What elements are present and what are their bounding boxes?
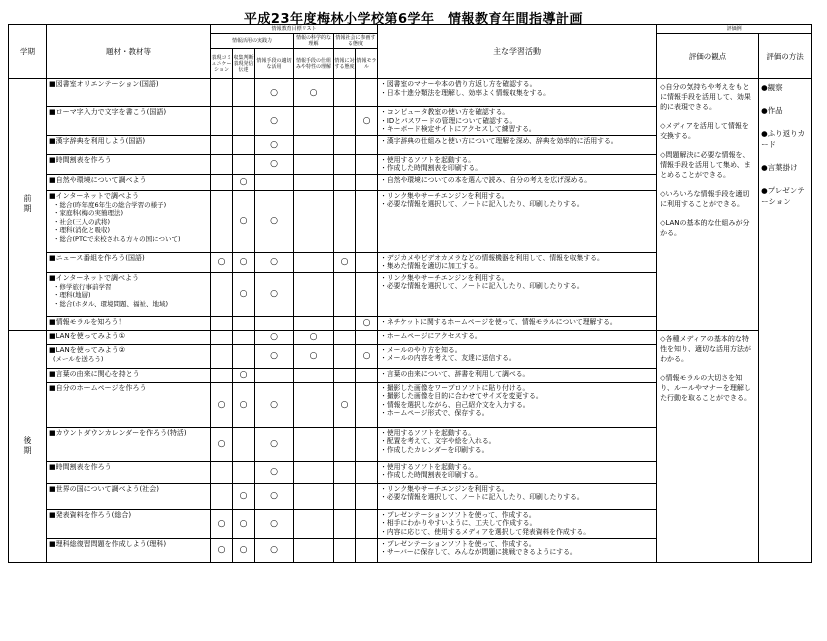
header-sub-collection: 収集判断表現発信伝達 xyxy=(233,49,255,79)
mark-expression xyxy=(211,272,233,316)
header-activities: 主な学習活動 xyxy=(378,25,657,79)
topic-cell xyxy=(47,382,211,427)
topic-cell xyxy=(47,316,211,330)
circle-mark: ○ xyxy=(270,87,278,98)
mark-mechanism xyxy=(294,79,334,107)
mark-mechanism xyxy=(294,461,334,483)
circle-mark: ○ xyxy=(217,257,226,267)
evaluation-item: ◇メディアを活用して情報を交換する。 xyxy=(660,122,749,140)
topic-title: ■自分のホームページを作ろう xyxy=(49,383,147,392)
mark-attitude xyxy=(334,79,356,107)
circle-mark: ○ xyxy=(362,115,371,126)
mark-moral xyxy=(356,107,378,136)
mark-mechanism xyxy=(294,252,334,272)
activity-line: ・コンピュータ教室の使い方を確認する。 xyxy=(380,108,510,116)
topic-cell xyxy=(47,509,211,538)
circle-mark: ○ xyxy=(217,518,226,529)
mark-appropriate-use xyxy=(255,272,294,316)
activity-line: ・自然や環境についての本を選んで読み、自分の考えを広げ深める。 xyxy=(380,175,592,184)
mark-collection xyxy=(233,135,255,154)
mark-moral xyxy=(356,154,378,174)
topic-cell xyxy=(47,252,211,272)
topic-cell xyxy=(47,154,211,174)
activity-line: ・言葉の由来について、辞書を利用して調べる。 xyxy=(380,369,530,378)
activity-line: ・使用するソフトを起動する。 xyxy=(380,428,476,437)
mark-appropriate-use xyxy=(255,154,294,174)
activities-cell xyxy=(378,330,657,344)
activity-line: ・作成した時間割表を印刷する。 xyxy=(380,164,483,172)
circle-mark: ○ xyxy=(217,439,226,449)
evaluation-item: ◇自分の気持ちや考えをもとに情報手段を活用して、効果的に表現できる。 xyxy=(660,83,751,111)
topic-subitem: ・総合(ホタル、環境問題、福祉、地域) xyxy=(53,299,169,308)
mark-expression xyxy=(211,461,233,483)
mark-mechanism xyxy=(294,330,334,344)
mark-collection xyxy=(233,79,255,107)
circle-mark: ○ xyxy=(270,139,278,150)
topic-cell xyxy=(47,79,211,107)
circle-mark: ○ xyxy=(217,545,226,555)
activity-line: ・相手にわかりやすいように、工夫して作成する。 xyxy=(380,519,537,527)
activity-line: ・撮影した画像を目的に合わせてサイズを変更する。 xyxy=(380,392,543,400)
mark-appropriate-use xyxy=(255,252,294,272)
topic-cell xyxy=(47,330,211,344)
mark-expression xyxy=(211,174,233,190)
header-topic: 題材・教材等 xyxy=(47,25,211,79)
header-group-science: 情報の科学的な理解 xyxy=(294,34,334,49)
topic-title: ■情報モラルを知ろう！ xyxy=(49,317,126,326)
mark-expression xyxy=(211,427,233,461)
mark-collection xyxy=(233,509,255,538)
evaluation-item: ◇問題解決に必要な情報を、情報手段を活用して集め、まとめることができる。 xyxy=(660,151,751,179)
mark-appropriate-use xyxy=(255,330,294,344)
header-viewpoint: 評価の観点 xyxy=(657,34,759,79)
mark-appropriate-use xyxy=(255,135,294,154)
activities-cell xyxy=(378,509,657,538)
topic-subitem: ・総合(PTCで来校される方々の国について) xyxy=(53,234,181,243)
term-char: 前 xyxy=(23,194,32,204)
mark-expression xyxy=(211,190,233,252)
topic-cell xyxy=(47,190,211,252)
mark-attitude xyxy=(334,368,356,382)
topic-title: ■図書室オリエンテーション(国語) xyxy=(49,80,159,88)
activity-line: ・作成した時間割表を印刷する。 xyxy=(380,471,483,479)
mark-appropriate-use xyxy=(255,509,294,538)
evaluation-methods xyxy=(759,79,812,563)
mark-appropriate-use xyxy=(255,427,294,461)
activity-line: ・ホームページ形式で、保存する。 xyxy=(380,409,489,417)
activities-cell xyxy=(378,272,657,316)
topic-title: ■インターネットで調べよう xyxy=(49,273,139,282)
circle-mark: ○ xyxy=(239,545,248,555)
plan-body xyxy=(9,79,812,563)
topic-title: ■発表資料を作ろう(総合) xyxy=(49,510,132,519)
mark-mechanism xyxy=(294,427,334,461)
topic-title: ■ニュース番組を作ろう(国語) xyxy=(49,253,145,262)
activity-line: ・必要な情報を選択して、ノートに記入したり、印刷したりする。 xyxy=(380,493,584,501)
header-term: 学期 xyxy=(9,25,47,79)
mark-collection xyxy=(233,190,255,252)
topic-cell xyxy=(47,272,211,316)
mark-mechanism xyxy=(294,344,334,368)
mark-attitude xyxy=(334,190,356,252)
circle-mark: ○ xyxy=(239,370,248,380)
activity-line: ・図書室のマナーや本の借り方返し方を確認する。 xyxy=(380,80,537,88)
mark-expression xyxy=(211,382,233,427)
mark-collection xyxy=(233,272,255,316)
mark-mechanism xyxy=(294,174,334,190)
activities-cell xyxy=(378,190,657,252)
evaluation-viewpoint-second xyxy=(657,330,759,562)
topic-cell xyxy=(47,107,211,136)
method-item: ●観察 xyxy=(761,83,783,92)
mark-moral xyxy=(356,538,378,562)
activity-line: ・リンク集やサーチエンジンを利用する。 xyxy=(380,484,509,493)
mark-attitude xyxy=(334,154,356,174)
activity-line: ・配置を考えて、文字や絵を入れる。 xyxy=(380,437,496,445)
mark-attitude xyxy=(334,272,356,316)
mark-mechanism xyxy=(294,107,334,136)
mark-attitude xyxy=(334,344,356,368)
activity-line: ・ホームページにアクセスする。 xyxy=(380,331,482,340)
circle-mark: ○ xyxy=(340,399,349,410)
mark-moral xyxy=(356,483,378,509)
activity-line: ・プレゼンテーションソフトを使って、作成する。 xyxy=(380,510,536,519)
circle-mark: ○ xyxy=(362,351,371,361)
header-sub-attitude: 情報に対する態度 xyxy=(334,49,356,79)
activities-cell xyxy=(378,79,657,107)
activity-line: ・内容に応じて、使用するメディアを選択して発表資料を作成する。 xyxy=(380,527,591,536)
topic-title: ■ローマ字入力で文字を書こう(国語) xyxy=(49,108,167,116)
circle-mark: ○ xyxy=(270,491,278,501)
header-method: 評価の方法 xyxy=(759,34,812,79)
mark-collection xyxy=(233,538,255,562)
activity-line: ・必要な情報を選択して、ノートに記入したり、印刷したりする。 xyxy=(380,200,584,208)
circle-mark: ○ xyxy=(270,545,278,555)
mark-moral xyxy=(356,174,378,190)
evaluation-item: ◇各種メディアの基本的な特性を知り、適切な活用方法がわかる。 xyxy=(660,334,752,363)
topic-subitem: ・総合(昨年度6年生の総合学習の様子) xyxy=(53,200,167,209)
mark-collection xyxy=(233,382,255,427)
circle-mark: ○ xyxy=(270,518,278,529)
circle-mark: ○ xyxy=(270,332,278,342)
activity-line: ・メールのやり方を知る。 xyxy=(380,345,462,354)
activities-cell xyxy=(378,252,657,272)
activities-cell xyxy=(378,427,657,461)
topic-subitem: ・社会(三人の武将) xyxy=(53,217,111,226)
mark-moral xyxy=(356,461,378,483)
mark-moral xyxy=(356,368,378,382)
mark-mechanism xyxy=(294,190,334,252)
mark-appropriate-use xyxy=(255,107,294,136)
mark-expression xyxy=(211,316,233,330)
topic-title: ■LANを使ってみよう② xyxy=(49,345,125,354)
topic-cell xyxy=(47,483,211,509)
circle-mark: ○ xyxy=(239,177,248,187)
circle-mark: ○ xyxy=(270,289,278,299)
header-sub-mechanism: 情報手段の仕組みや特性の理解 xyxy=(294,49,334,79)
circle-mark: ○ xyxy=(239,289,248,299)
mark-appropriate-use xyxy=(255,368,294,382)
header-group-society: 情報社会に参画する態度 xyxy=(334,34,378,49)
activity-line: ・漢字辞典の仕組みと使い方について理解を深め、辞典を効率的に活用する。 xyxy=(380,136,618,145)
mark-expression xyxy=(211,252,233,272)
mark-mechanism xyxy=(294,272,334,316)
mark-mechanism xyxy=(294,538,334,562)
mark-appropriate-use xyxy=(255,190,294,252)
circle-mark: ○ xyxy=(239,257,248,267)
activity-line: ・使用するソフトを起動する。 xyxy=(380,462,476,471)
mark-moral xyxy=(356,330,378,344)
mark-expression xyxy=(211,79,233,107)
circle-mark: ○ xyxy=(270,115,278,126)
topic-cell xyxy=(47,538,211,562)
activity-line: ・情報を選択しながら、自己紹介文を入力する。 xyxy=(380,400,530,409)
term-char: 期 xyxy=(23,204,32,214)
circle-mark: ○ xyxy=(309,332,318,342)
mark-appropriate-use xyxy=(255,382,294,427)
term-char: 期 xyxy=(23,446,32,455)
mark-appropriate-use xyxy=(255,483,294,509)
activities-cell xyxy=(378,107,657,136)
table-row xyxy=(9,79,812,107)
evaluation-viewpoint-first xyxy=(657,79,759,331)
mark-mechanism xyxy=(294,368,334,382)
table-row xyxy=(9,330,812,344)
mark-collection xyxy=(233,461,255,483)
mark-expression xyxy=(211,483,233,509)
mark-collection xyxy=(233,330,255,344)
topic-title: ■世界の国について調べよう(社会) xyxy=(49,484,159,493)
mark-expression xyxy=(211,538,233,562)
circle-mark: ○ xyxy=(239,491,248,501)
topic-subitem: ・修学旅行事前学習 xyxy=(53,282,112,291)
activities-cell xyxy=(378,483,657,509)
mark-moral xyxy=(356,509,378,538)
mark-attitude xyxy=(334,330,356,344)
mark-expression xyxy=(211,344,233,368)
mark-mechanism xyxy=(294,135,334,154)
activities-cell xyxy=(378,316,657,330)
activity-line: ・リンク集やサーチエンジンを利用する。 xyxy=(380,191,509,200)
mark-collection xyxy=(233,252,255,272)
header-sub-expression: 表現コミュニケーション xyxy=(211,49,233,79)
activities-cell xyxy=(378,135,657,154)
topic-cell xyxy=(47,135,211,154)
activity-line: ・デジカメやビデオカメラなどの情報機器を利用して、情報を収集する。 xyxy=(380,253,604,262)
activity-line: ・IDとパスワードの管理について確認する。 xyxy=(380,116,517,125)
topic-cell xyxy=(47,368,211,382)
topic-title: ■時間割表を作ろう xyxy=(49,155,112,164)
activity-line: ・キーボード検定サイトにアクセスして練習する。 xyxy=(380,125,536,133)
mark-expression xyxy=(211,154,233,174)
term-first xyxy=(9,79,47,331)
activity-line: ・撮影した画像をワープロソフトに貼り付ける。 xyxy=(380,383,530,392)
activity-line: ・作成したカレンダーを印刷する。 xyxy=(380,445,489,454)
topic-subitem: ・家庭科(梅の実簡理法) xyxy=(53,209,124,217)
mark-attitude xyxy=(334,461,356,483)
mark-expression xyxy=(211,135,233,154)
activities-cell xyxy=(378,538,657,562)
mark-moral xyxy=(356,427,378,461)
circle-mark: ○ xyxy=(239,399,248,410)
mark-mechanism xyxy=(294,509,334,538)
mark-attitude xyxy=(334,382,356,427)
activities-cell xyxy=(378,154,657,174)
mark-collection xyxy=(233,316,255,330)
mark-expression xyxy=(211,107,233,136)
topic-title: ■理科総復習問題を作成しよう(理科) xyxy=(49,539,167,548)
mark-attitude xyxy=(334,427,356,461)
mark-mechanism xyxy=(294,154,334,174)
circle-mark: ○ xyxy=(340,257,349,267)
circle-mark: ○ xyxy=(239,216,248,226)
circle-mark: ○ xyxy=(270,159,278,169)
activity-line: ・集めた情報を適切に加工する。 xyxy=(380,262,483,270)
circle-mark: ○ xyxy=(362,318,371,328)
topic-subitem: ・理科(消化と吸収) xyxy=(53,226,111,234)
activities-cell xyxy=(378,382,657,427)
circle-mark: ○ xyxy=(309,87,318,98)
circle-mark: ○ xyxy=(217,399,226,410)
header-sub-moral: 情報モラル xyxy=(356,49,378,79)
document-title: 平成23年度梅林小学校第6学年 情報教育年間指導計画 xyxy=(243,12,584,27)
method-item: ●プレゼンテーション xyxy=(761,186,805,206)
mark-collection xyxy=(233,154,255,174)
evaluation-item: ◇LANの基本的な仕組みが分かる。 xyxy=(660,219,750,237)
topic-cell xyxy=(47,461,211,483)
circle-mark: ○ xyxy=(270,257,278,267)
activity-line: ・サーバーに保存して、みんなが問題に挑戦できるようにする。 xyxy=(380,548,577,556)
evaluation-item: ◇いろいろな情報手段を適切に利用することができる。 xyxy=(660,190,750,208)
mark-attitude xyxy=(334,483,356,509)
plan-table xyxy=(8,24,812,563)
activity-line: ・日本十進分類法を理解し、効率よく情報収集をする。 xyxy=(380,88,550,97)
activities-cell xyxy=(378,368,657,382)
activity-line: ・使用するソフトを起動する。 xyxy=(380,155,476,164)
mark-appropriate-use xyxy=(255,538,294,562)
mark-collection xyxy=(233,174,255,190)
mark-collection xyxy=(233,107,255,136)
mark-expression xyxy=(211,509,233,538)
activity-line: ・メールの内容を考えて、友達に送信する。 xyxy=(380,354,516,362)
term-char: 後 xyxy=(23,436,32,445)
mark-appropriate-use xyxy=(255,344,294,368)
term-second xyxy=(9,330,47,562)
mark-attitude xyxy=(334,316,356,330)
activity-line: ・プレゼンテーションソフトを使って、作成する。 xyxy=(380,539,536,548)
circle-mark: ○ xyxy=(270,439,278,449)
activities-cell xyxy=(378,174,657,190)
mark-mechanism xyxy=(294,316,334,330)
circle-mark: ○ xyxy=(309,351,318,361)
topic-subitem: (メールを送ろう) xyxy=(53,354,104,363)
topic-cell xyxy=(47,344,211,368)
mark-collection xyxy=(233,427,255,461)
mark-appropriate-use xyxy=(255,316,294,330)
topic-title: ■漢字辞典を利用しよう(国語) xyxy=(49,136,146,145)
mark-moral xyxy=(356,272,378,316)
mark-mechanism xyxy=(294,382,334,427)
header-group-practice: 情報活用の実践力 xyxy=(211,34,294,49)
mark-collection xyxy=(233,483,255,509)
mark-collection xyxy=(233,344,255,368)
mark-attitude xyxy=(334,107,356,136)
mark-attitude xyxy=(334,135,356,154)
circle-mark: ○ xyxy=(270,399,278,410)
mark-mechanism xyxy=(294,483,334,509)
mark-moral xyxy=(356,79,378,107)
topic-title: ■自然や環境について調べよう xyxy=(49,175,147,184)
topic-title: ■インターネットで調べよう xyxy=(49,191,139,200)
mark-attitude xyxy=(334,174,356,190)
activities-cell xyxy=(378,461,657,483)
mark-expression xyxy=(211,368,233,382)
mark-collection xyxy=(233,368,255,382)
activity-line: ・リンク集やサーチエンジンを利用する。 xyxy=(380,273,509,282)
header-goals-list: 情報教育目標リスト xyxy=(211,25,378,34)
mark-moral xyxy=(356,344,378,368)
mark-moral xyxy=(356,382,378,427)
circle-mark: ○ xyxy=(270,467,278,477)
circle-mark: ○ xyxy=(270,216,278,226)
mark-moral xyxy=(356,190,378,252)
circle-mark: ○ xyxy=(239,518,248,529)
header-evaluation: 評価例 xyxy=(657,25,812,34)
activity-line: ・ネチケットに関するホームページを使って、情報モラルについて理解する。 xyxy=(380,317,617,326)
activity-line: ・必要な情報を選択して、ノートに記入したり、印刷したりする。 xyxy=(380,282,584,290)
topic-subitem: ・理科(地層) xyxy=(53,291,91,299)
mark-moral xyxy=(356,252,378,272)
activities-cell xyxy=(378,344,657,368)
method-item: ●ふり返りカード xyxy=(761,129,806,149)
mark-moral xyxy=(356,135,378,154)
method-item: ●言葉掛け xyxy=(761,163,798,172)
topic-title: ■LANを使ってみよう① xyxy=(49,331,125,340)
evaluation-item: ◇情報モラルの大切さを知り、ルールやマナーを理解した行動を取ることができる。 xyxy=(660,373,752,402)
mark-moral xyxy=(356,316,378,330)
topic-title: ■時間割表を作ろう xyxy=(49,462,112,471)
mark-expression xyxy=(211,330,233,344)
mark-appropriate-use xyxy=(255,461,294,483)
mark-attitude xyxy=(334,509,356,538)
circle-mark: ○ xyxy=(270,351,278,361)
topic-title: ■言葉の由来に関心を持とう xyxy=(49,369,140,378)
mark-appropriate-use xyxy=(255,174,294,190)
header-sub-appropriate-use: 情報手段の適切な活用 xyxy=(255,49,294,79)
topic-cell xyxy=(47,427,211,461)
topic-title: ■カウントダウンカレンダーを作ろう(特活) xyxy=(49,428,187,437)
method-item: ●作品 xyxy=(761,106,783,115)
mark-appropriate-use xyxy=(255,79,294,107)
mark-attitude xyxy=(334,538,356,562)
mark-attitude xyxy=(334,252,356,272)
topic-cell xyxy=(47,174,211,190)
